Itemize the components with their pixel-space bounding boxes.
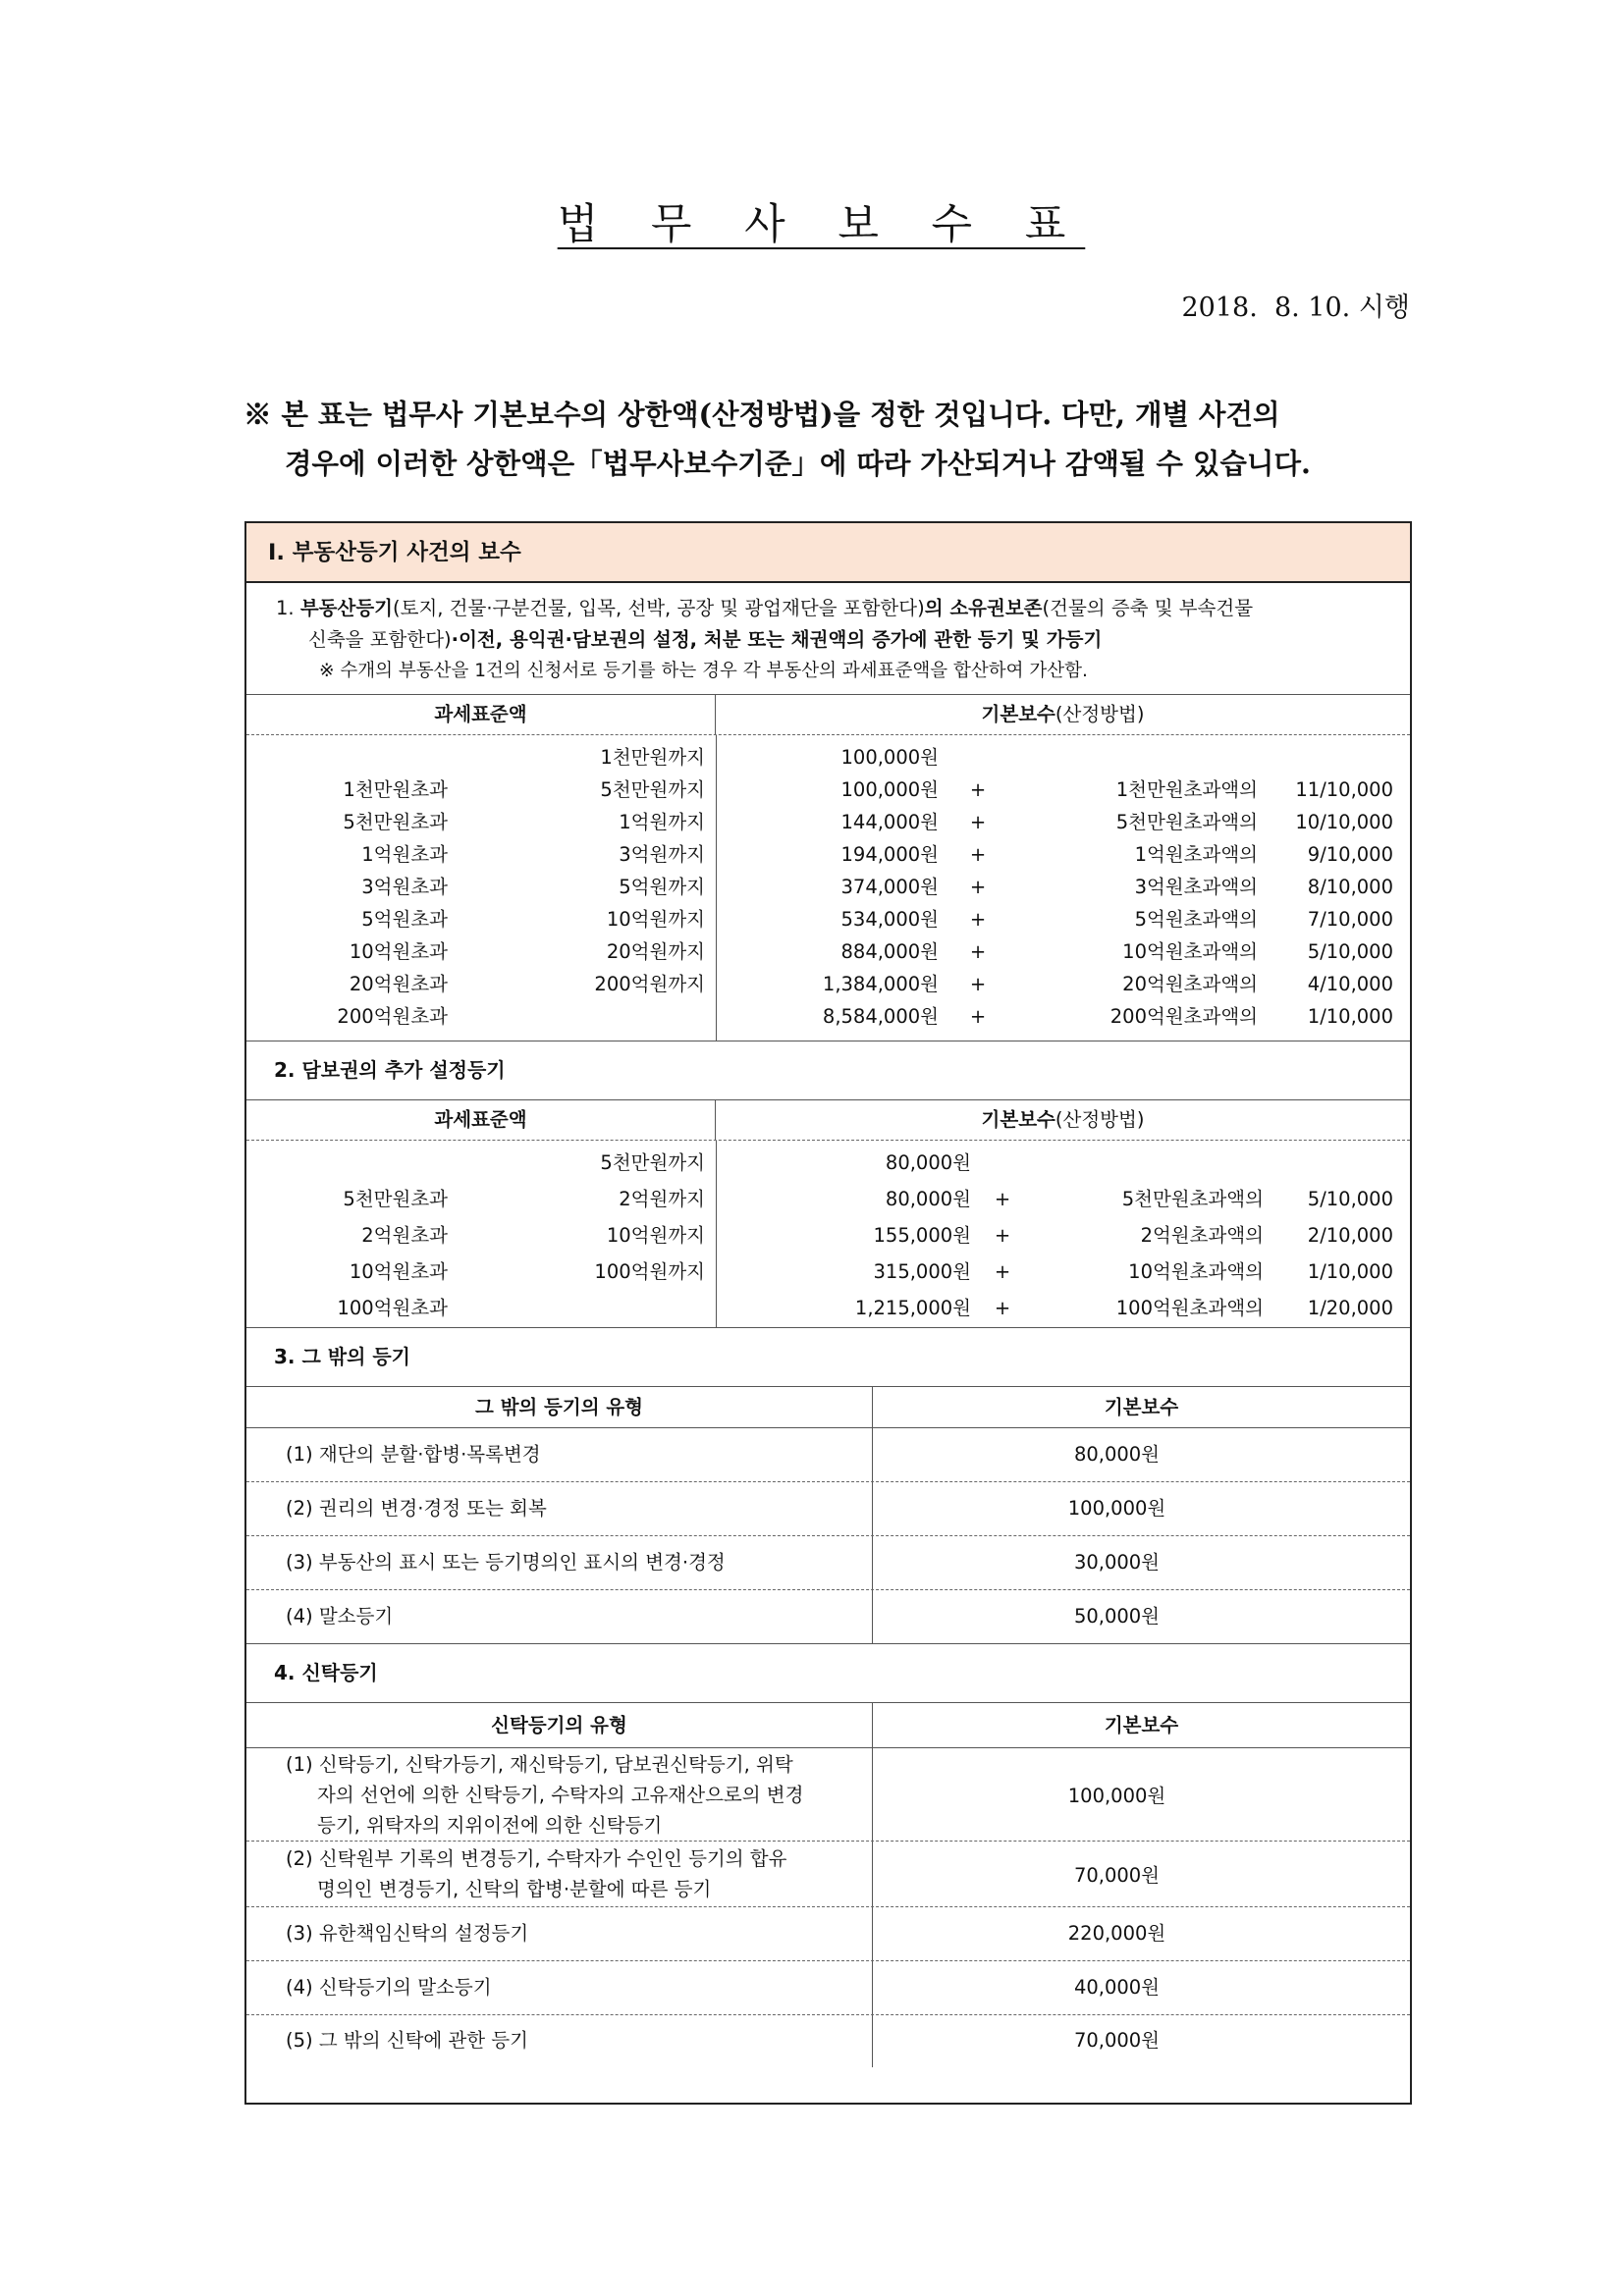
fee-bracket-row: [246, 1000, 1410, 1033]
fee-bracket-row: [246, 806, 1410, 838]
part1-bold-a: 부동산등기: [299, 597, 393, 619]
rate: 5/10,000: [1307, 940, 1393, 963]
part2-title: 2. 담보권의 추가 설정등기: [246, 1041, 1410, 1100]
part4-row2-line2: 명의인 변경등기, 신탁의 합병·분할에 따른 등기: [317, 1878, 712, 1900]
part3-row-type: (4) 말소등기: [246, 1590, 873, 1643]
fee-bracket-row: [246, 968, 1410, 1000]
part4-row-fee: 40,000원: [1073, 1976, 1161, 1999]
bracket-from: 20억원초과: [349, 973, 448, 995]
bracket-from: 3억원초과: [361, 876, 448, 898]
plus-sign: +: [994, 1260, 1011, 1283]
part4-row-type: [246, 1748, 873, 1841]
excess-basis: 3억원초과액의: [1134, 876, 1258, 898]
part4-row-type: (3) 유한책임신탁의 설정등기: [246, 1907, 873, 1960]
fee-bracket-row: [246, 1254, 1410, 1290]
part4-title: 4. 신탁등기: [246, 1644, 1410, 1703]
part3-row-type: (3) 부동산의 표시 또는 등기명의인 표시의 변경·경정: [246, 1536, 873, 1589]
part2-table-header: [246, 1100, 1410, 1141]
part4-table-header: [246, 1703, 1410, 1748]
bracket-from: 1천만원초과: [343, 778, 448, 801]
part1-number: 1.: [276, 597, 300, 619]
part1-note-c: 신축을 포함한다): [308, 628, 452, 651]
base-fee: 100,000원: [840, 746, 939, 769]
bracket-to: 5억원까지: [619, 876, 705, 898]
excess-basis: 10억원초과액의: [1128, 1260, 1264, 1283]
part3-row-type: (2) 권리의 변경·경정 또는 회복: [246, 1482, 873, 1535]
plus-sign: +: [969, 811, 987, 833]
bracket-from: 10억원초과: [349, 1260, 448, 1283]
rate: 7/10,000: [1307, 908, 1393, 931]
base-fee: 194,000원: [840, 843, 939, 866]
part3-row-type: (1) 재단의 분할·합병·목록변경: [246, 1428, 873, 1481]
rate: 4/10,000: [1307, 973, 1393, 995]
rate: 8/10,000: [1307, 876, 1393, 898]
base-fee: 80,000원: [885, 1151, 971, 1174]
part4-row-fee: 100,000원: [1067, 1785, 1166, 1807]
document-title: 법 무 사 보 수 표: [557, 200, 1086, 249]
rate: 11/10,000: [1295, 778, 1393, 801]
bracket-to: 20억원까지: [606, 940, 705, 963]
rate: 1/20,000: [1307, 1297, 1393, 1319]
excess-basis: 100억원초과액의: [1115, 1297, 1264, 1319]
rate: 5/10,000: [1307, 1188, 1393, 1210]
part1-note-a: (토지, 건물·구분건물, 입목, 선박, 공장 및 광업재단을 포함한다): [393, 597, 925, 619]
bracket-to: 3억원까지: [619, 843, 705, 866]
fee-bracket-row: [246, 935, 1410, 968]
part4-row1-line2: 자의 선언에 의한 신탁등기, 수탁자의 고유재산으로의 변경: [317, 1783, 804, 1806]
plus-sign: +: [969, 778, 987, 801]
part3-row-fee: 80,000원: [1073, 1443, 1161, 1466]
bracket-from: 2억원초과: [361, 1224, 448, 1247]
base-fee: 374,000원: [840, 876, 939, 898]
part2-header-right: [716, 1100, 1410, 1140]
part4-row: [246, 1907, 1410, 1961]
rate: 9/10,000: [1307, 843, 1393, 866]
part2-header-right-sub: (산정방법): [1055, 1108, 1145, 1131]
bracket-from: 200억원초과: [337, 1005, 448, 1028]
rate: 1/10,000: [1307, 1005, 1393, 1028]
rate: 1/10,000: [1307, 1260, 1393, 1283]
part1-header-right: [716, 695, 1410, 734]
part3-row-fee: 50,000원: [1073, 1605, 1161, 1628]
excess-basis: 5천만원초과액의: [1121, 1188, 1264, 1210]
excess-basis: 1천만원초과액의: [1115, 778, 1258, 801]
part4-row-fee: 220,000원: [1067, 1922, 1166, 1945]
part3-row-fee: 100,000원: [1067, 1497, 1166, 1520]
base-fee: 155,000원: [873, 1224, 971, 1247]
excess-basis: 1억원초과액의: [1134, 843, 1258, 866]
excess-basis: 200억원초과액의: [1109, 1005, 1258, 1028]
part4-header-left: 신탁등기의 유형: [246, 1703, 873, 1747]
part4-row-type: (4) 신탁등기의 말소등기: [246, 1961, 873, 2014]
base-fee: 1,384,000원: [822, 973, 939, 995]
part3-row: [246, 1536, 1410, 1590]
plus-sign: +: [969, 940, 987, 963]
plus-sign: +: [969, 1005, 987, 1028]
part1-header-right-sub: (산정방법): [1055, 703, 1145, 725]
part1-header-left: 과세표준액: [246, 695, 716, 734]
fee-bracket-row: [246, 1290, 1410, 1326]
plus-sign: +: [969, 843, 987, 866]
rate: 10/10,000: [1295, 811, 1393, 833]
part4-row-fee: 70,000원: [1073, 2029, 1161, 2052]
part2-rows: [246, 1141, 1410, 1328]
plus-sign: +: [969, 876, 987, 898]
part3-row: [246, 1482, 1410, 1536]
plus-sign: +: [969, 908, 987, 931]
part3-row: [246, 1590, 1410, 1644]
part3-table-header: [246, 1387, 1410, 1428]
plus-sign: +: [994, 1224, 1011, 1247]
part4-row: [246, 1961, 1410, 2015]
excess-basis: 5억원초과액의: [1134, 908, 1258, 931]
part1-rows: [246, 735, 1410, 1041]
bracket-from: 5천만원초과: [343, 1188, 448, 1210]
part4-row-type: [246, 1842, 873, 1906]
fee-bracket-row: [246, 871, 1410, 903]
part4-row-fee: 70,000원: [1073, 1864, 1161, 1887]
fee-bracket-row: [246, 774, 1410, 806]
fee-bracket-row: [246, 1145, 1410, 1181]
base-fee: 1,215,000원: [854, 1297, 971, 1319]
bracket-to: 1천만원까지: [600, 746, 705, 769]
bracket-to: 10억원까지: [606, 1224, 705, 1247]
part1-star-note: ※ 수개의 부동산을 1건의 신청서로 등기를 하는 경우 각 부동산의 과세표준액을 합산하여 가산함.: [319, 661, 1088, 681]
part3-header-left: 그 밖의 등기의 유형: [246, 1387, 873, 1427]
part3-row: [246, 1428, 1410, 1482]
base-fee: 80,000원: [885, 1188, 971, 1210]
bracket-to: 2억원까지: [619, 1188, 705, 1210]
part1-bold-c: ·이전, 용익권·담보권의 설정, 처분 또는 채권액의 증가에 관한 등기 및 가등기: [451, 628, 1103, 651]
bracket-to: 10억원까지: [606, 908, 705, 931]
part4-row: [246, 1842, 1410, 1907]
bracket-from: 100억원초과: [337, 1297, 448, 1319]
base-fee: 8,584,000원: [822, 1005, 939, 1028]
base-fee: 100,000원: [840, 778, 939, 801]
fee-bracket-row: [246, 1217, 1410, 1254]
bracket-to: 100억원까지: [594, 1260, 705, 1283]
part1-bold-b: 의 소유권보존: [924, 597, 1043, 619]
part3-header-right: 기본보수: [1104, 1396, 1179, 1418]
section-heading: Ⅰ. 부동산등기 사건의 보수: [246, 523, 1410, 583]
bracket-to: 5천만원까지: [600, 778, 705, 801]
part1-header-right-label: 기본보수: [981, 703, 1055, 725]
part4-row1-line1: (1) 신탁등기, 신탁가등기, 재신탁등기, 담보권신탁등기, 위탁: [286, 1752, 793, 1776]
plus-sign: +: [994, 1297, 1011, 1319]
bracket-from: 1억원초과: [361, 843, 448, 866]
part1-note-b: (건물의 증축 및 부속건물: [1042, 597, 1254, 619]
plus-sign: +: [969, 973, 987, 995]
part1-intro: [246, 583, 1410, 695]
fee-bracket-row: [246, 838, 1410, 871]
part2-header-right-label: 기본보수: [981, 1108, 1055, 1131]
part4-row: [246, 2015, 1410, 2067]
bracket-to: 200억원까지: [594, 973, 705, 995]
bracket-from: 10억원초과: [349, 940, 448, 963]
base-fee: 315,000원: [873, 1260, 971, 1283]
bracket-to: 5천만원까지: [600, 1151, 705, 1174]
part1-table-header: [246, 695, 1410, 735]
base-fee: 534,000원: [840, 908, 939, 931]
fee-bracket-row: [246, 1181, 1410, 1217]
part4-row1-line3: 등기, 위탁자의 지위이전에 의한 신탁등기: [317, 1813, 663, 1837]
part4-row: [246, 1748, 1410, 1842]
rate: 2/10,000: [1307, 1224, 1393, 1247]
bracket-from: 5억원초과: [361, 908, 448, 931]
part3-title: 3. 그 밖의 등기: [246, 1328, 1410, 1387]
plus-sign: +: [994, 1188, 1011, 1210]
part2-header-left: 과세표준액: [246, 1100, 716, 1140]
base-fee: 884,000원: [840, 940, 939, 963]
part4-row-type: (5) 그 밖의 신탁에 관한 등기: [246, 2015, 873, 2067]
excess-basis: 5천만원초과액의: [1115, 811, 1258, 833]
notice-line-1: ※ 본 표는 법무사 기본보수의 상한액(산정방법)을 정한 것입니다. 다만, 개별 사건의: [243, 398, 1280, 431]
bracket-from: 5천만원초과: [343, 811, 448, 833]
fee-table-frame: [244, 521, 1412, 2105]
excess-basis: 2억원초과액의: [1140, 1224, 1264, 1247]
base-fee: 144,000원: [840, 811, 939, 833]
part4-row2-line1: (2) 신탁원부 기록의 변경등기, 수탁자가 수인인 등기의 합유: [286, 1847, 787, 1870]
fee-bracket-row: [246, 741, 1410, 774]
excess-basis: 10억원초과액의: [1122, 940, 1258, 963]
fee-bracket-row: [246, 903, 1410, 935]
effective-date: 2018. 8. 10. 시행: [1181, 293, 1410, 323]
part3-row-fee: 30,000원: [1073, 1551, 1161, 1574]
notice-line-2: 경우에 이러한 상한액은「법무사보수기준」에 따라 가산되거나 감액될 수 있습니다.: [285, 447, 1311, 480]
bracket-to: 1억원까지: [619, 811, 705, 833]
excess-basis: 20억원초과액의: [1122, 973, 1258, 995]
part4-header-right: 기본보수: [1104, 1714, 1179, 1736]
